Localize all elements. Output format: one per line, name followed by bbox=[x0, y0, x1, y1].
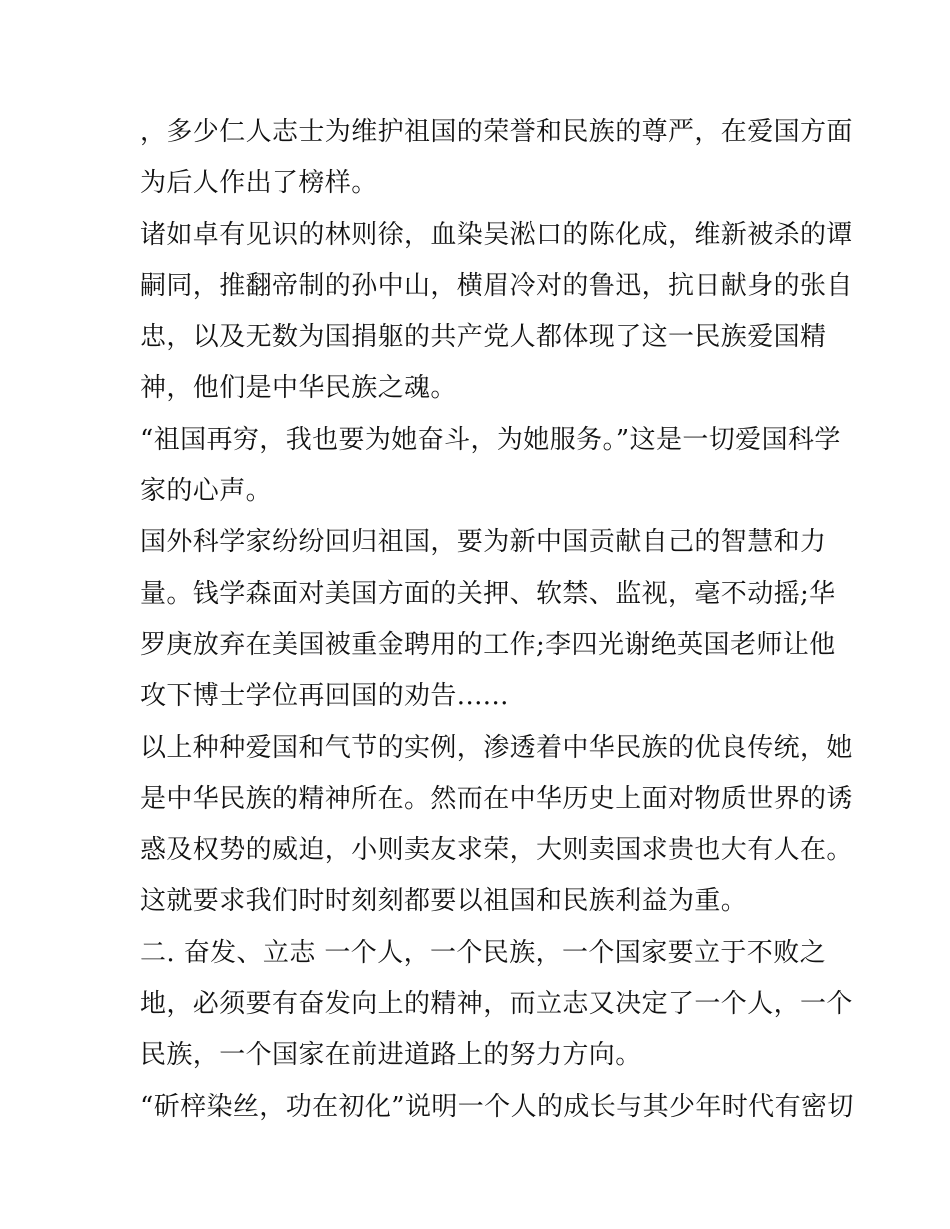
text-line: ，多少仁人志士为维护祖国的荣誉和民族的尊严，在爱国方面 bbox=[140, 117, 853, 147]
text-line: 忠，以及无数为国捐躯的共产党人都体现了这一民族爱国精 bbox=[140, 322, 827, 353]
text-line: “斫梓染丝，功在初化”说明一个人的成长与其少年时代有密切 bbox=[140, 1091, 854, 1122]
text-line: “祖国再穷，我也要为她奋斗，为她服务。”这是一切爱国科学 bbox=[140, 424, 841, 455]
text-line: 民族，一个国家在前进道路上的努力方向。 bbox=[140, 1040, 642, 1071]
text-line: 二. 奋发、立志 一个人，一个民族，一个国家要立于不败之 bbox=[140, 937, 826, 968]
document-body bbox=[140, 107, 854, 1133]
text-line: 嗣同，推翻帝制的孙中山，横眉冷对的鲁迅，抗日献身的张自 bbox=[140, 270, 853, 301]
text-line: 为后人作出了榜样。 bbox=[140, 168, 378, 199]
text-line: 以上种种爱国和气节的实例，渗透着中华民族的优良传统，她 bbox=[140, 732, 853, 763]
text-line: 家的心声。 bbox=[140, 476, 273, 507]
text-line: 是中华民族的精神所在。然而在中华历史上面对物质世界的诱 bbox=[140, 783, 853, 814]
text-line: 攻下博士学位再回国的劝告...... bbox=[140, 681, 509, 712]
text-line: 国外科学家纷纷回归祖国，要为新中国贡献自己的智慧和力 bbox=[140, 527, 827, 558]
text-line: 惑及权势的威迫，小则卖友求荣，大则卖国求贵也大有人在。 bbox=[140, 835, 853, 866]
text-line: 这就要求我们时时刻刻都要以祖国和民族利益为重。 bbox=[140, 886, 748, 917]
text-line: 诸如卓有见识的林则徐，血染吴淞口的陈化成，维新被杀的谭 bbox=[140, 219, 853, 250]
text-line: 罗庚放弃在美国被重金聘用的工作;李四光谢绝英国老师让他 bbox=[140, 629, 836, 660]
text-line: 地，必须要有奋发向上的精神，而立志又决定了一个人，一个 bbox=[140, 989, 853, 1020]
text-line: 量。钱学森面对美国方面的关押、软禁、监视，毫不动摇;华 bbox=[140, 578, 836, 609]
text-line: 神，他们是中华民族之魂。 bbox=[140, 373, 457, 404]
